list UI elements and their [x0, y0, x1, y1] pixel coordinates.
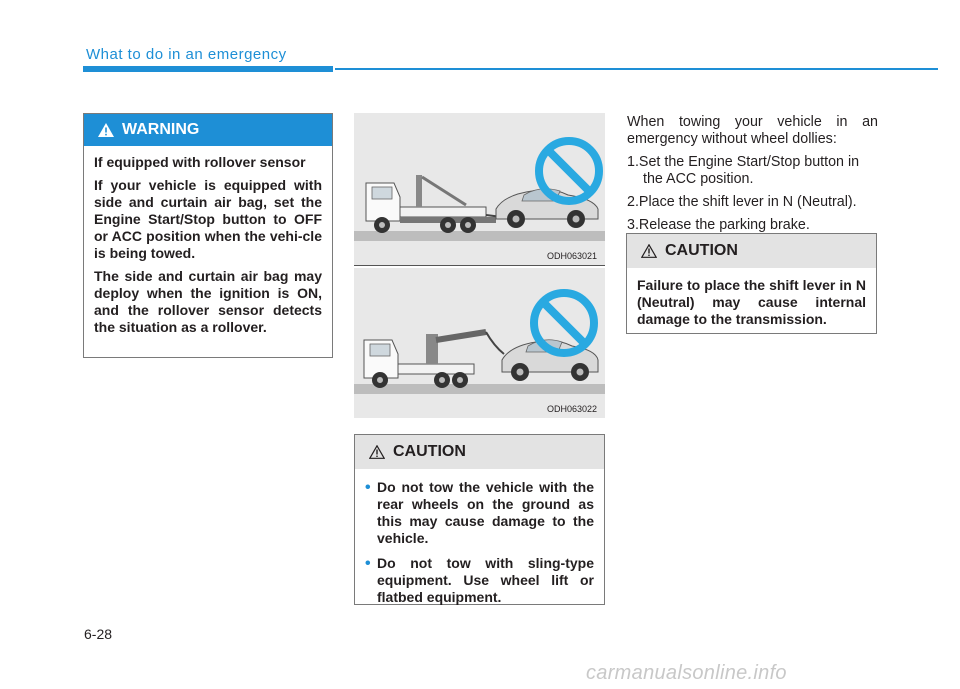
warning-triangle-icon [98, 123, 114, 137]
caution-heading: CAUTION [665, 242, 738, 259]
section-title: What to do in an emergency [86, 46, 287, 63]
tow-truck-illustration-2 [354, 268, 605, 418]
page-number: 6-28 [84, 626, 113, 642]
instruction-step: 1.Set the Engine Start/Stop button in the ACC position. [627, 154, 860, 187]
caution-heading: CAUTION [393, 443, 466, 460]
instruction-step: 3.Release the parking brake. [627, 217, 810, 233]
tow-truck-illustration-1 [354, 113, 605, 265]
figure-code: ODH063022 [546, 404, 597, 414]
warning-paragraph: If your vehicle is equipped with side and curtain air bag, set the Engine Start/Stop button to OFF or ACC position when the vehi-cle is being towed. [94, 177, 322, 261]
header-rule-thick [83, 66, 333, 72]
instruction-step: 2.Place the shift lever in N (Neutral). [627, 194, 857, 210]
header-rule-thin [335, 68, 938, 70]
warning-header [84, 114, 332, 146]
warning-box [83, 113, 333, 358]
towing-instructions [627, 114, 878, 240]
towing-figure-2 [354, 268, 605, 418]
towing-figure-1 [354, 113, 605, 265]
warning-subheading: If equipped with rollover sensor [94, 154, 306, 170]
caution-header [627, 234, 876, 268]
caution-box-towing [354, 434, 605, 605]
caution-text: Failure to place the shift lever in N (Neutral) may cause internal damage to the transmission. [637, 277, 866, 327]
warning-paragraph: The side and curtain air bag may deploy when the ignition is ON, and the rollover sensor detects the situation as a rollover. [94, 268, 322, 335]
warning-heading: WARNING [122, 121, 200, 138]
caution-bullet: • Do not tow with sling-type equipment. Use wheel lift or flatbed equipment. [365, 555, 594, 606]
caution-triangle-icon [641, 244, 657, 258]
figure-code: ODH063021 [546, 251, 597, 261]
figure-divider [354, 265, 605, 266]
caution-header [355, 435, 604, 469]
prohibition-sign-icon [539, 141, 599, 201]
caution-bullet: • Do not tow the vehicle with the rear wheels on the ground as this may cause damage to the vehicle. [365, 479, 594, 547]
caution-box-transmission [626, 233, 877, 334]
watermark: carmanualsonline.info [586, 662, 787, 684]
instructions-intro: When towing your vehicle in an emergency without wheel dollies: [627, 114, 878, 147]
caution-triangle-icon [369, 445, 385, 459]
